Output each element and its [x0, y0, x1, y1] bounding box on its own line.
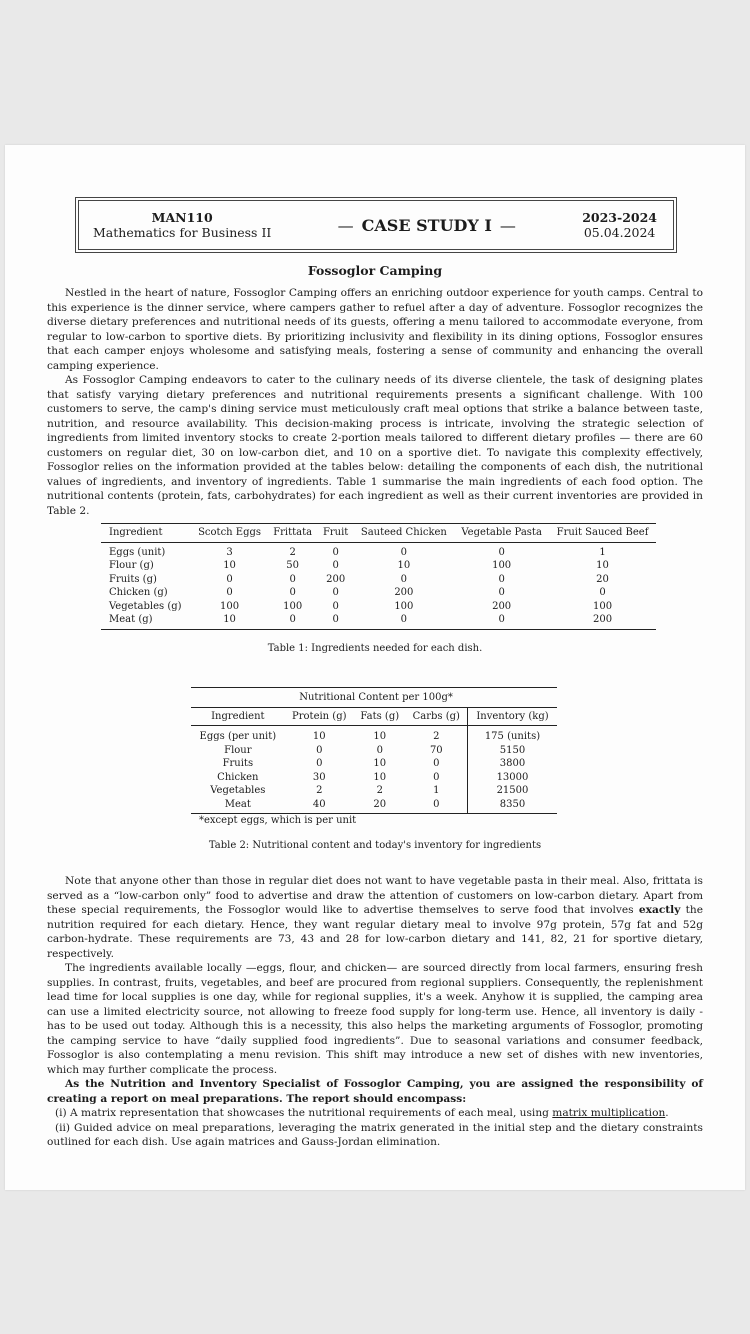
table-cell: 100 [394, 600, 414, 612]
table-header-cell: Vegetable Pasta [454, 524, 549, 543]
table-cell: Flour (g) [109, 560, 154, 571]
table-cell: 1 [599, 546, 606, 558]
case-study-title [338, 216, 516, 235]
table-header-cell: Fruit [318, 524, 354, 543]
header-inner-frame [78, 200, 674, 250]
table-cell: 21500 [467, 784, 557, 798]
table-header-cell [191, 688, 285, 708]
table-cell: Meat [224, 798, 251, 810]
document-page [5, 145, 745, 1190]
table-row [191, 798, 557, 814]
table-cell: 0 [332, 600, 339, 612]
table-cell: 100 [492, 560, 512, 571]
table-cell: 3800 [467, 757, 557, 771]
table-cell: 0 [376, 744, 383, 756]
table-cell: Vegetables [210, 785, 266, 796]
table-cell: 0 [433, 758, 440, 769]
table-cell: 100 [283, 600, 303, 612]
table-cell: 0 [400, 573, 408, 585]
table-cell: 10 [596, 560, 609, 571]
table-cell: Chicken [217, 771, 259, 783]
issue-date: 05.04.2024 [583, 225, 656, 240]
table-cell: 5150 [467, 744, 557, 758]
table-cell: 0 [599, 587, 606, 598]
table-cell: 20 [373, 798, 387, 810]
table-cell: 0 [289, 573, 296, 585]
assignment-paragraph: As the Nutrition and Inventory Specialist of Fossoglor Camping, you are assigned the responsibility of creating a report on meal preparations. The report should encompass: [47, 1078, 703, 1105]
table-header-cell: Scotch Eggs [192, 524, 268, 543]
table-cell: 0 [289, 614, 296, 625]
table-cell: 10 [373, 758, 387, 769]
table-header-cell: Sauteed Chicken [354, 524, 455, 543]
table-header-cell: Protein (g) [285, 707, 354, 726]
academic-year: 2023-2024 [582, 210, 657, 225]
document-title: Fossoglor Camping [307, 263, 443, 278]
table-cell: 0 [400, 546, 408, 558]
table-header-cell: Fruit Sauced Beef [549, 524, 656, 543]
table-cell: Chicken (g) [109, 587, 168, 598]
table-cell: 200 [394, 587, 414, 598]
table-cell: 0 [226, 573, 233, 585]
table-cell: 0 [498, 587, 505, 598]
table-cell: 10 [373, 771, 387, 783]
table-cell: 20 [596, 573, 609, 585]
table-group-header-row [191, 688, 557, 708]
table-cell: 0 [332, 614, 339, 625]
table-header-cell: Ingredient [101, 524, 192, 543]
table-cell: 200 [592, 614, 613, 625]
table-cell: 0 [332, 587, 339, 598]
table-row [191, 726, 557, 744]
table-cell: 3 [226, 546, 233, 558]
emphasis-text: exactly [638, 904, 681, 916]
table-cell: 10 [223, 560, 236, 571]
table-row [191, 771, 557, 785]
table-cell: 0 [498, 614, 505, 625]
table-cell: 2 [316, 785, 323, 796]
table-header-row [191, 707, 557, 726]
table-cell: 200 [492, 600, 512, 612]
table-row [191, 744, 557, 758]
table-cell: 0 [289, 587, 296, 598]
table-header-cell [467, 688, 557, 708]
table-header-cell: Carbs (g) [406, 707, 468, 726]
table-cell: 0 [433, 771, 440, 783]
task-text: . [665, 1107, 669, 1119]
requirements-section [47, 874, 703, 1150]
table-header-cell: Frittata [268, 524, 318, 543]
nutrition-group-header: Nutritional Content per 100g* [285, 688, 468, 708]
paragraph-text: the nutrition required for each dietary. Hence, they want regular dietary meal to involve 97g protein, 57g fat and 52g carbon-hydrate. These requirements are 73, 43 and 28 for low-carbon dietary and 141, 82, 21 for sportive dietary, respectively. [47, 904, 703, 960]
table-cell: Meat (g) [109, 614, 153, 625]
table-cell: 0 [226, 587, 233, 598]
table-cell: 2 [433, 731, 440, 742]
table-header-row [101, 524, 656, 543]
table-cell: 0 [498, 546, 505, 558]
table-cell: Fruits (g) [109, 573, 157, 585]
table-cell: Flour [224, 744, 252, 756]
intro-paragraph-1: Nestled in the heart of nature, Fossoglor Camping offers an enriching outdoor experience for youth camps. Central to this experience is the dinner service, where campers gather to refuel after a day of adventure. Fossoglor recognizes the diverse dietary preferences and nutritional needs of its guests, offering a menu tailored to accommodate everyone, from regular to low-carbon to sportive diets. By prioritizing inclusivity and flexibility in its dining options, Fossoglor ensures that each camper enjoys wholesome and satisfying meals, fostering a sense of community and enhancing the overall camping experience. [47, 287, 703, 372]
table-row [191, 757, 557, 771]
table-row [101, 559, 656, 573]
table-cell: 10 [312, 731, 326, 742]
table-row [101, 573, 656, 587]
table-cell: 0 [332, 546, 339, 558]
task-item-2: (ii) Guided advice on meal preparations, leveraging the matrix generated in the initial step and the dietary constraints outlined for each dish. Use again matrices and Gauss-Jordan elimination. [47, 1121, 703, 1148]
sourcing-paragraph: The ingredients available locally —eggs, flour, and chicken— are sourced directly from local farmers, ensuring fresh supplies. In contrast, fruits, vegetables, and beef are procured from regional suppliers. Consequently, the replenishment lead time for local supplies is one day, while for regional supplies, it's a week. Anyhow it is supplied, the camping area can use a limited electricity source, not allowing to freeze food supply for long-term use. Hence, all inventory is daily - has to be used out today. Although this is a necessity, this also helps the marketing arguments of Fossoglor, promoting the camping service to have “daily supplied food ingredients”. Due to seasonal variations and consumer feedback, Fossoglor is also contemplating a menu revision. This shift may introduce a new set of dishes with new inventories, which may further complicate the process. [47, 962, 703, 1076]
ingredients-table [101, 523, 656, 630]
table-cell: 100 [220, 600, 240, 612]
table-cell: Fruits [222, 758, 254, 769]
table-cell: 0 [498, 573, 505, 585]
table-cell: 175 (units) [467, 726, 557, 744]
underlined-term: matrix multiplication [552, 1107, 666, 1119]
nutrition-table [191, 687, 557, 814]
course-name: Mathematics for Business II [93, 225, 272, 240]
table-cell: 0 [332, 560, 339, 571]
table-cell: 1 [433, 785, 440, 796]
table-cell: 0 [433, 798, 440, 810]
table2-caption: Table 2: Nutritional content and today's inventory for ingredients [208, 840, 542, 851]
task-text: (i) A matrix representation that showcases the nutritional requirements of each meal, using [55, 1107, 553, 1119]
table-cell: 50 [286, 560, 300, 571]
table1-caption: Table 1: Ingredients needed for each dish. [267, 643, 483, 654]
course-code: MAN110 [151, 210, 213, 225]
table-row [101, 586, 656, 600]
table-row [191, 784, 557, 798]
title-dash-left: — [337, 215, 354, 235]
task-item-1 [47, 1106, 703, 1121]
table-cell: 100 [592, 600, 613, 612]
intro-section [47, 286, 703, 518]
table-cell: 30 [312, 771, 326, 783]
table-row [101, 613, 656, 629]
table-cell: 0 [316, 758, 323, 769]
table-cell: 2 [376, 785, 383, 796]
table-cell: 40 [312, 798, 326, 810]
paragraph-text: Note that anyone other than those in regular diet does not want to have vegetable pasta in their meal. Also, frittata is served as a “low-carbon only” food to advertise and draw the attention of customers on low-carbon dietary. Apart from these special requirements, the Fossoglor would like to advertise themselves to serve food that involves [47, 875, 703, 916]
table-cell: Vegetables (g) [109, 600, 182, 612]
table-header-cell: Fats (g) [354, 707, 406, 726]
table2-footnote: *except eggs, which is per unit [199, 815, 357, 826]
table-header-cell: Inventory (kg) [467, 707, 557, 726]
dietary-requirements-paragraph [47, 874, 703, 961]
table-cell: 10 [373, 731, 387, 742]
table-cell: Eggs (per unit) [199, 731, 277, 742]
table-cell: 0 [316, 744, 323, 756]
course-info [93, 210, 271, 240]
table-cell: 10 [223, 614, 236, 625]
term-info [582, 210, 657, 240]
table-row [101, 600, 656, 614]
table-row [101, 542, 656, 559]
table-cell: Eggs (unit) [109, 546, 166, 558]
table-cell: 8350 [467, 798, 557, 814]
table-cell: 200 [326, 573, 346, 585]
table-cell: 0 [400, 614, 408, 625]
case-study-label: CASE STUDY I [361, 215, 492, 235]
header-box [75, 197, 677, 253]
table-cell: 10 [397, 560, 411, 571]
table-cell: 13000 [467, 771, 557, 785]
table-cell: 2 [289, 546, 296, 558]
title-dash-right: — [499, 215, 516, 235]
table-header-cell: Ingredient [191, 707, 285, 726]
table-cell: 70 [429, 744, 443, 756]
intro-paragraph-2: As Fossoglor Camping endeavors to cater to the culinary needs of its diverse clientele, the task of designing plates that satisfy varying dietary preferences and nutritional requirements presents a significant challenge. With 100 customers to serve, the camp's dining service must meticulously craft meal options that strike a balance between taste, nutrition, and resource availability. This decision-making process is intricate, involving the strategic selection of ingredients from limited inventory stocks to create 2-portion meals tailored to different dietary profiles — there are 60 customers on regular diet, 30 on low-carbon diet, and 10 on a sportive diet. To navigate this complexity effectively, Fossoglor relies on the information provided at the tables below: detailing the components of each dish, the nutritional values of ingredients, and inventory of ingredients. Table 1 summarise the main ingredients of each food option. The nutritional contents (protein, fats, carbohydrates) for each ingredient as well as their current inventories are provided in Table 2. [47, 374, 703, 517]
